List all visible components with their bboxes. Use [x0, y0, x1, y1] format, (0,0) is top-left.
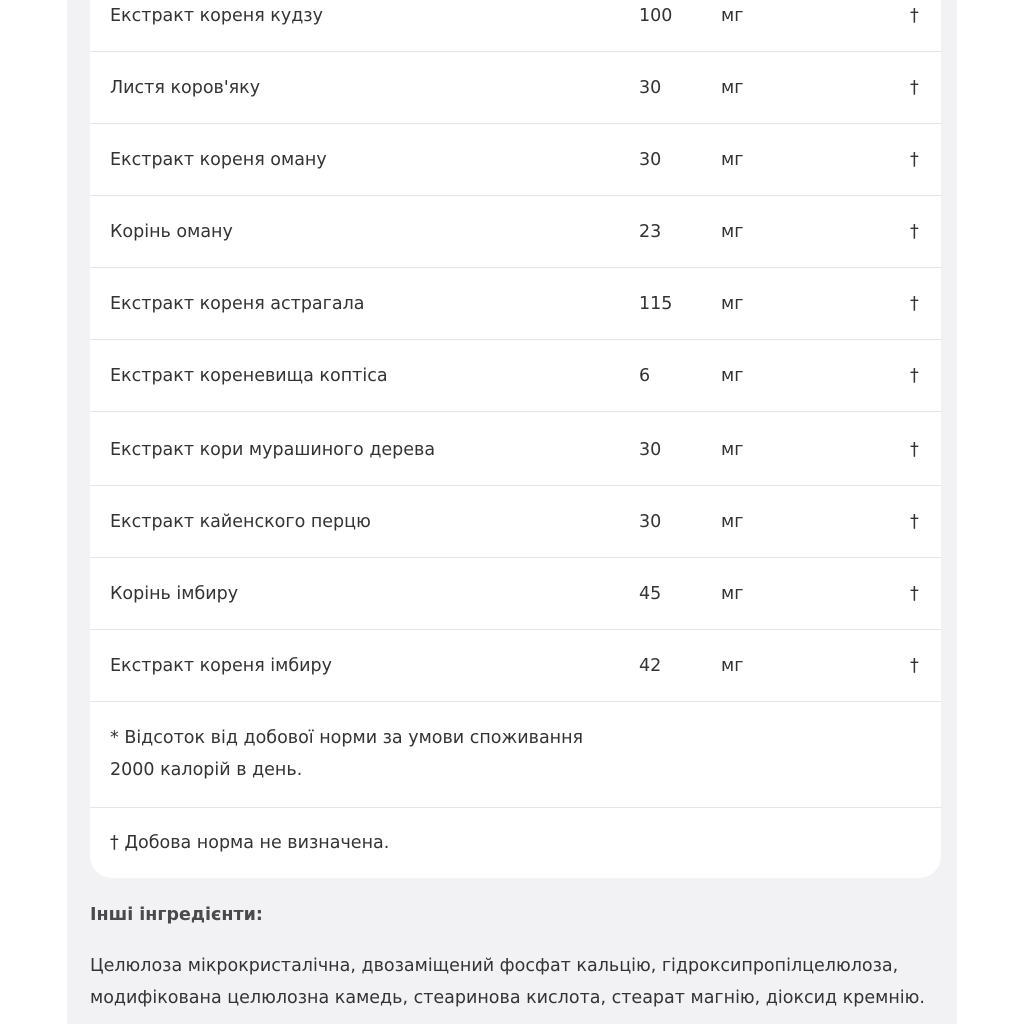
other-ingredients-line2: модифікована целюлозна камедь, стеаринова кислота, стеарат магнію, діоксид кремнію. — [90, 988, 925, 1008]
ingredient-unit: мг — [721, 78, 744, 98]
daily-value-footnote-line2: 2000 калорій в день. — [110, 760, 303, 780]
table-row — [90, 268, 941, 340]
ingredient-amount: 30 — [639, 512, 662, 532]
table-row — [90, 414, 941, 486]
ingredient-amount: 100 — [639, 6, 673, 26]
ingredient-daily-value: † — [910, 440, 919, 460]
ingredient-amount: 23 — [639, 222, 662, 242]
ingredient-amount: 45 — [639, 584, 662, 604]
ingredient-unit: мг — [721, 6, 744, 26]
ingredient-unit: мг — [721, 366, 744, 386]
ingredient-unit: мг — [721, 150, 744, 170]
ingredient-unit: мг — [721, 512, 744, 532]
ingredient-name: Екстракт кайенского перцю — [110, 512, 371, 532]
ingredient-daily-value: † — [910, 6, 919, 26]
other-ingredients-title: Інші інгредієнти: — [90, 905, 263, 925]
table-row — [90, 0, 941, 52]
ingredient-daily-value: † — [910, 150, 919, 170]
ingredient-daily-value: † — [910, 366, 919, 386]
table-row — [90, 630, 941, 702]
ingredient-unit: мг — [721, 294, 744, 314]
ingredient-name: Екстракт кори мурашиного дерева — [110, 440, 436, 460]
ingredient-name: Екстракт кореня кудзу — [110, 6, 323, 26]
ingredient-daily-value: † — [910, 222, 919, 242]
ingredient-name: Корінь оману — [110, 222, 233, 242]
supplement-facts-table — [90, 0, 941, 878]
footnote-divider — [90, 807, 941, 808]
ingredient-unit: мг — [721, 222, 744, 242]
other-ingredients-line1: Целюлоза мікрокристалічна, двозаміщений фосфат кальцію, гідроксипропілцелюлоза, — [90, 956, 899, 976]
daily-value-footnote — [110, 722, 583, 786]
table-row — [90, 52, 941, 124]
ingredient-unit: мг — [721, 584, 744, 604]
ingredient-amount: 115 — [639, 294, 673, 314]
ingredient-amount: 30 — [639, 440, 662, 460]
ingredient-name: Екстракт кореня оману — [110, 150, 327, 170]
ingredient-daily-value: † — [910, 294, 919, 314]
not-established-footnote: † Добова норма не визначена. — [110, 833, 390, 853]
table-row — [90, 340, 941, 412]
ingredient-name: Корінь імбиру — [110, 584, 239, 604]
ingredient-unit: мг — [721, 440, 744, 460]
ingredient-daily-value: † — [910, 584, 919, 604]
other-ingredients-text — [90, 950, 930, 1014]
ingredient-name: Екстракт кореня астрагала — [110, 294, 365, 314]
table-row — [90, 558, 941, 630]
ingredient-unit: мг — [721, 656, 744, 676]
ingredient-amount: 42 — [639, 656, 662, 676]
table-row — [90, 486, 941, 558]
table-row — [90, 124, 941, 196]
ingredient-amount: 30 — [639, 78, 662, 98]
ingredient-name: Екстракт кореня імбиру — [110, 656, 332, 676]
ingredient-name: Листя коров'яку — [110, 78, 261, 98]
ingredient-daily-value: † — [910, 512, 919, 532]
daily-value-footnote-line1: * Відсоток від добової норми за умови споживання — [110, 728, 584, 748]
table-row — [90, 196, 941, 268]
ingredient-daily-value: † — [910, 656, 919, 676]
ingredient-amount: 30 — [639, 150, 662, 170]
ingredient-amount: 6 — [639, 366, 651, 386]
ingredient-name: Екстракт кореневища коптіса — [110, 366, 388, 386]
ingredient-daily-value: † — [910, 78, 919, 98]
